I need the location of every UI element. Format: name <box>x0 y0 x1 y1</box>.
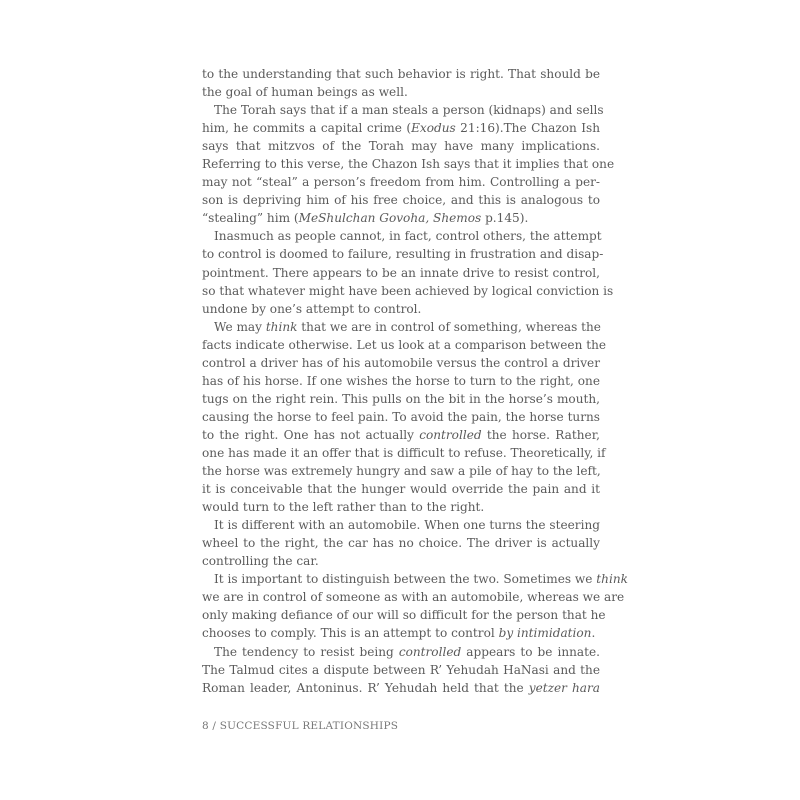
text-line: him, he commits a capital crime (Exodus 21:16).The Chazon Ish <box>202 121 600 136</box>
text-line: son is depriving him of his free choice, and this is analogous to <box>202 193 600 208</box>
text-line: tugs on the right rein. This pulls on the bit in the horse’s mouth, <box>202 391 600 406</box>
text-line: It is important to distinguish between the two. Sometimes we think <box>214 572 628 587</box>
text-line: says that mitzvos of the Torah may have many implications. <box>202 139 600 154</box>
text-line: to control is doomed to failure, resulting in frustration and disap- <box>202 247 604 262</box>
book-page-body <box>202 65 628 697</box>
text-line: would turn to the left rather than to the right. <box>202 500 485 515</box>
text-line: Roman leader, Antoninus. R’ Yehudah held that the yetzer hara <box>202 680 600 695</box>
text-line: control a driver has of his automobile versus the control a driver <box>202 355 600 370</box>
text-line: one has made it an offer that is difficult to refuse. Theoretically, if <box>202 445 606 460</box>
text-line: only making defiance of our will so difficult for the person that he <box>202 608 606 623</box>
text-line: wheel to the right, the car has no choice. The driver is actually <box>202 536 600 551</box>
text-line: we are in control of someone as with an automobile, whereas we are <box>202 590 625 605</box>
text-line: facts indicate otherwise. Let us look at a comparison between the <box>202 337 607 352</box>
text-line: may not “steal” a person’s freedom from him. Controlling a per- <box>202 175 600 190</box>
text-line: the goal of human beings as well. <box>202 85 408 100</box>
text-line: The tendency to resist being controlled appears to be innate. <box>214 644 600 659</box>
text-line: the horse was extremely hungry and saw a pile of hay to the left, <box>202 464 601 479</box>
text-line: to the right. One has not actually controlled the horse. Rather, <box>202 427 600 442</box>
text-line: causing the horse to feel pain. To avoid the pain, the horse turns <box>202 409 600 424</box>
text-line: controlling the car. <box>202 554 319 569</box>
text-line: to the understanding that such behavior is right. That should be <box>202 67 600 81</box>
text-line: We may think that we are in control of something, whereas the <box>214 319 601 334</box>
text-line: so that whatever might have been achieved by logical conviction is <box>202 283 614 298</box>
text-line: chooses to comply. This is an attempt to control by intimidation. <box>202 626 596 641</box>
text-line: has of his horse. If one wishes the horse to turn to the right, one <box>202 373 600 388</box>
text-line: pointment. There appears to be an innate drive to resist control, <box>202 265 600 280</box>
page-footer-folio: 8 / SUCCESSFUL RELATIONSHIPS <box>202 720 399 732</box>
text-line: The Torah says that if a man steals a person (kidnaps) and sells <box>214 103 604 118</box>
text-line: Inasmuch as people cannot, in fact, control others, the attempt <box>214 229 602 244</box>
text-line: undone by one’s attempt to control. <box>202 301 422 316</box>
text-line: The Talmud cites a dispute between R’ Yehudah HaNasi and the <box>202 662 600 677</box>
text-line: Referring to this verse, the Chazon Ish says that it implies that one <box>202 157 615 172</box>
text-line: it is conceivable that the hunger would override the pain and it <box>202 482 600 497</box>
text-line: It is different with an automobile. When one turns the steering <box>214 518 600 533</box>
text-line: “stealing” him (MeShulchan Govoha, Shemos p.145). <box>202 211 529 226</box>
